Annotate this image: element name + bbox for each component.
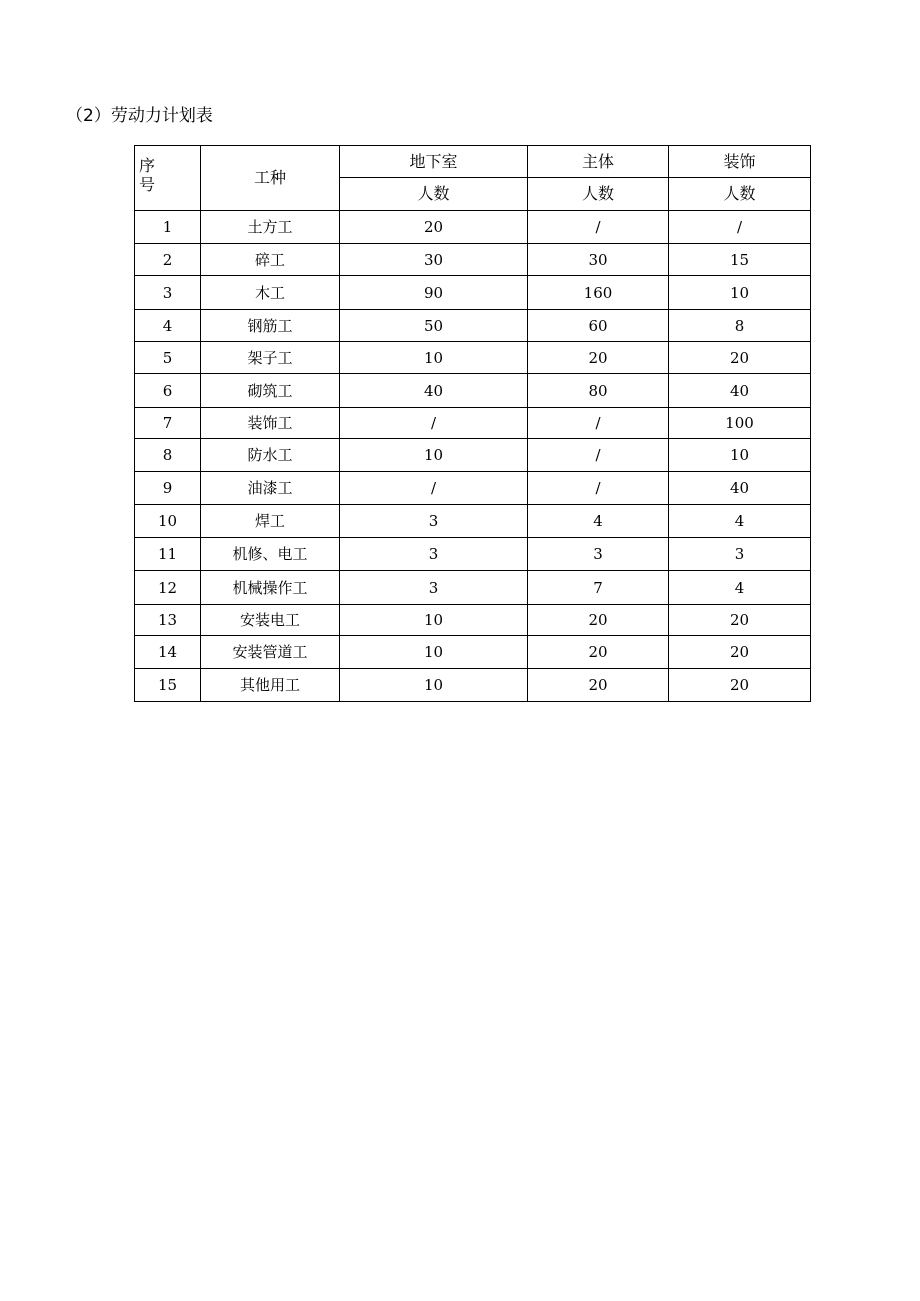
table-row: [135, 276, 811, 310]
table-row: [135, 636, 811, 669]
header-trade: 工种: [201, 146, 340, 211]
cell-basement: 3: [340, 538, 528, 571]
cell-main-body: 60: [528, 310, 669, 342]
table-caption: （2）劳动力计划表: [66, 106, 213, 126]
cell-main-body: 7: [528, 571, 669, 605]
cell-trade: 装饰工: [201, 408, 340, 439]
header-count-decoration: 人数: [669, 178, 811, 211]
cell-seq: 6: [135, 374, 201, 408]
cell-main-body: 4: [528, 505, 669, 538]
cell-seq: 2: [135, 244, 201, 276]
cell-seq: 10: [135, 505, 201, 538]
header-decoration: 装饰: [669, 146, 811, 178]
cell-trade: 木工: [201, 276, 340, 310]
cell-seq: 1: [135, 211, 201, 244]
cell-trade: 安装管道工: [201, 636, 340, 669]
cell-seq: 12: [135, 571, 201, 605]
table-row: [135, 472, 811, 505]
cell-trade: 安装电工: [201, 605, 340, 636]
cell-main-body: /: [528, 472, 669, 505]
cell-seq: 5: [135, 342, 201, 374]
cell-decoration: 10: [669, 276, 811, 310]
cell-basement: /: [340, 408, 528, 439]
cell-basement: 3: [340, 571, 528, 605]
cell-decoration: 20: [669, 342, 811, 374]
header-seq-bottom: 号: [139, 175, 156, 194]
cell-main-body: 20: [528, 636, 669, 669]
cell-main-body: 30: [528, 244, 669, 276]
cell-trade: 架子工: [201, 342, 340, 374]
table-row: [135, 605, 811, 636]
cell-decoration: 20: [669, 605, 811, 636]
cell-seq: 15: [135, 669, 201, 702]
cell-trade: 防水工: [201, 439, 340, 472]
cell-basement: 50: [340, 310, 528, 342]
cell-decoration: 20: [669, 636, 811, 669]
cell-decoration: 8: [669, 310, 811, 342]
table-row: [135, 408, 811, 439]
cell-decoration: 3: [669, 538, 811, 571]
cell-decoration: 4: [669, 571, 811, 605]
table-row: [135, 505, 811, 538]
cell-decoration: 4: [669, 505, 811, 538]
cell-decoration: /: [669, 211, 811, 244]
table-row: [135, 244, 811, 276]
cell-trade: 砌筑工: [201, 374, 340, 408]
cell-basement: 10: [340, 636, 528, 669]
header-seq-top: 序: [139, 156, 156, 175]
cell-trade: 钢筋工: [201, 310, 340, 342]
cell-main-body: 3: [528, 538, 669, 571]
labor-plan-table: [134, 145, 811, 702]
cell-basement: 30: [340, 244, 528, 276]
cell-decoration: 40: [669, 472, 811, 505]
cell-decoration: 15: [669, 244, 811, 276]
cell-trade: 机械操作工: [201, 571, 340, 605]
cell-main-body: /: [528, 211, 669, 244]
cell-basement: 10: [340, 669, 528, 702]
table-row: [135, 669, 811, 702]
cell-main-body: 80: [528, 374, 669, 408]
cell-main-body: 20: [528, 669, 669, 702]
cell-decoration: 40: [669, 374, 811, 408]
header-main-body: 主体: [528, 146, 669, 178]
table-row: [135, 538, 811, 571]
cell-seq: 11: [135, 538, 201, 571]
table-row: [135, 310, 811, 342]
cell-basement: 3: [340, 505, 528, 538]
cell-trade: 机修、电工: [201, 538, 340, 571]
cell-seq: 14: [135, 636, 201, 669]
table-row: [135, 571, 811, 605]
cell-basement: 10: [340, 439, 528, 472]
header-basement: 地下室: [340, 146, 528, 178]
table-row: [135, 374, 811, 408]
cell-trade: 油漆工: [201, 472, 340, 505]
cell-seq: 4: [135, 310, 201, 342]
header-count-basement: 人数: [340, 178, 528, 211]
cell-decoration: 100: [669, 408, 811, 439]
cell-seq: 7: [135, 408, 201, 439]
cell-basement: 40: [340, 374, 528, 408]
cell-basement: 90: [340, 276, 528, 310]
cell-decoration: 20: [669, 669, 811, 702]
table-row: [135, 211, 811, 244]
cell-main-body: 20: [528, 605, 669, 636]
cell-trade: 土方工: [201, 211, 340, 244]
header-row-top: [135, 146, 811, 178]
table-row: [135, 342, 811, 374]
cell-basement: /: [340, 472, 528, 505]
cell-seq: 3: [135, 276, 201, 310]
cell-basement: 20: [340, 211, 528, 244]
cell-basement: 10: [340, 342, 528, 374]
cell-trade: 焊工: [201, 505, 340, 538]
cell-seq: 8: [135, 439, 201, 472]
cell-main-body: /: [528, 408, 669, 439]
cell-trade: 其他用工: [201, 669, 340, 702]
cell-main-body: 160: [528, 276, 669, 310]
cell-seq: 9: [135, 472, 201, 505]
header-count-main: 人数: [528, 178, 669, 211]
cell-main-body: /: [528, 439, 669, 472]
cell-main-body: 20: [528, 342, 669, 374]
cell-trade: 碎工: [201, 244, 340, 276]
cell-seq: 13: [135, 605, 201, 636]
header-seq: [135, 146, 201, 211]
cell-decoration: 10: [669, 439, 811, 472]
cell-basement: 10: [340, 605, 528, 636]
table-row: [135, 439, 811, 472]
